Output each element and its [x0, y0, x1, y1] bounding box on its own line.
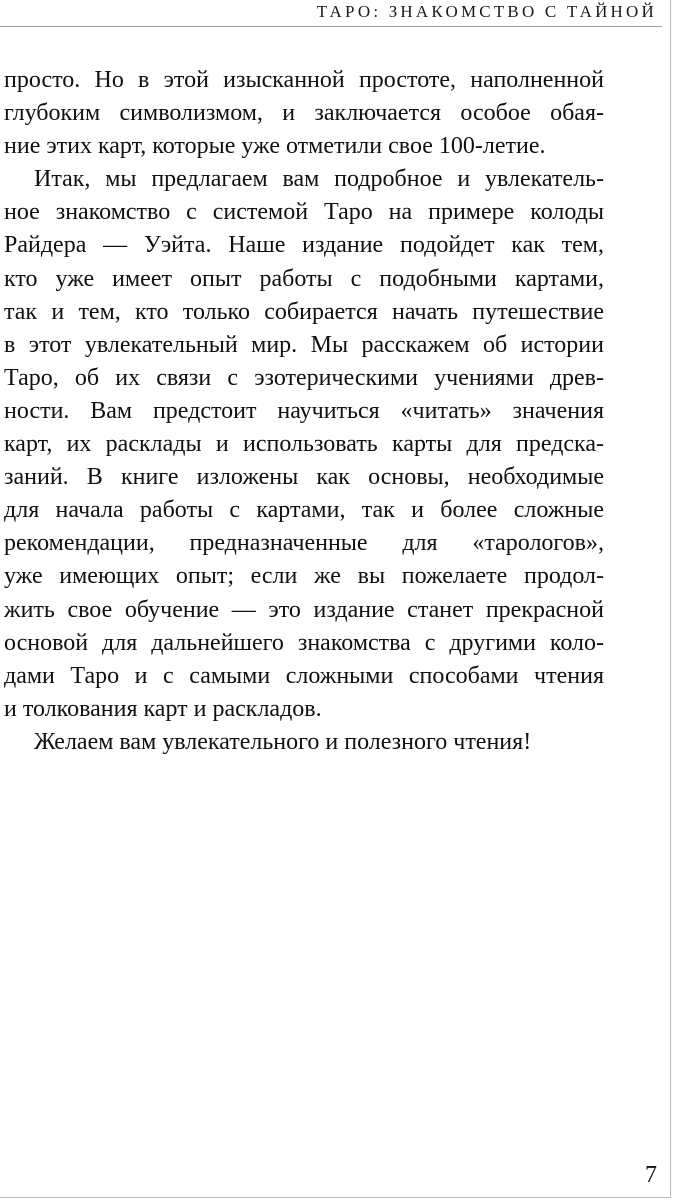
text-line: для начала работы с картами, так и более сложные — [4, 497, 604, 524]
paragraph-first-line: Итак, мы предлагаем вам подробное и увлекатель- — [34, 166, 604, 193]
text-line: дами Таро и с самыми сложными способами чтения — [4, 662, 604, 689]
body-text — [4, 64, 604, 759]
text-line: так и тем, кто только собирается начать путешествие — [4, 298, 604, 325]
text-line: уже имеющих опыт; если же вы пожелаете продол- — [4, 563, 604, 590]
page-number: 7 — [645, 1162, 657, 1188]
text-line: ние этих карт, которые уже отметили свое 100-летие. — [4, 133, 546, 160]
text-line: глубоким символизмом, и заключается особое обая- — [4, 100, 604, 127]
paragraph-first-line: Желаем вам увлекательного и полезного чтения! — [34, 728, 532, 755]
text-line: основой для дальнейшего знакомства с другими коло- — [4, 629, 604, 656]
text-line: ности. Вам предстоит научиться «читать» значения — [4, 397, 604, 424]
running-head: ТАРО: ЗНАКОМСТВО С ТАЙНОЙ — [316, 2, 657, 21]
text-line: в этот увлекательный мир. Мы расскажем об истории — [4, 331, 604, 358]
text-line: кто уже имеет опыт работы с подобными картами, — [4, 265, 604, 292]
text-line: Райдера — Уэйта. Наше издание подойдет как тем, — [4, 232, 604, 259]
text-line: рекомендации, предназначенные для «тарологов», — [4, 530, 604, 557]
text-line: жить свое обучение — это издание станет прекрасной — [4, 596, 604, 623]
text-line: Таро, об их связи с эзотерическими учениями древ- — [4, 364, 604, 391]
text-line: заний. В книге изложены как основы, необходимые — [4, 464, 604, 491]
text-line: просто. Но в этой изысканной простоте, наполненной — [4, 67, 604, 93]
header-rule — [0, 26, 662, 27]
text-line: и толкования карт и раскладов. — [4, 695, 322, 722]
text-line: ное знакомство с системой Таро на примере колоды — [4, 199, 604, 226]
text-line: карт, их расклады и использовать карты для предска- — [4, 431, 604, 458]
